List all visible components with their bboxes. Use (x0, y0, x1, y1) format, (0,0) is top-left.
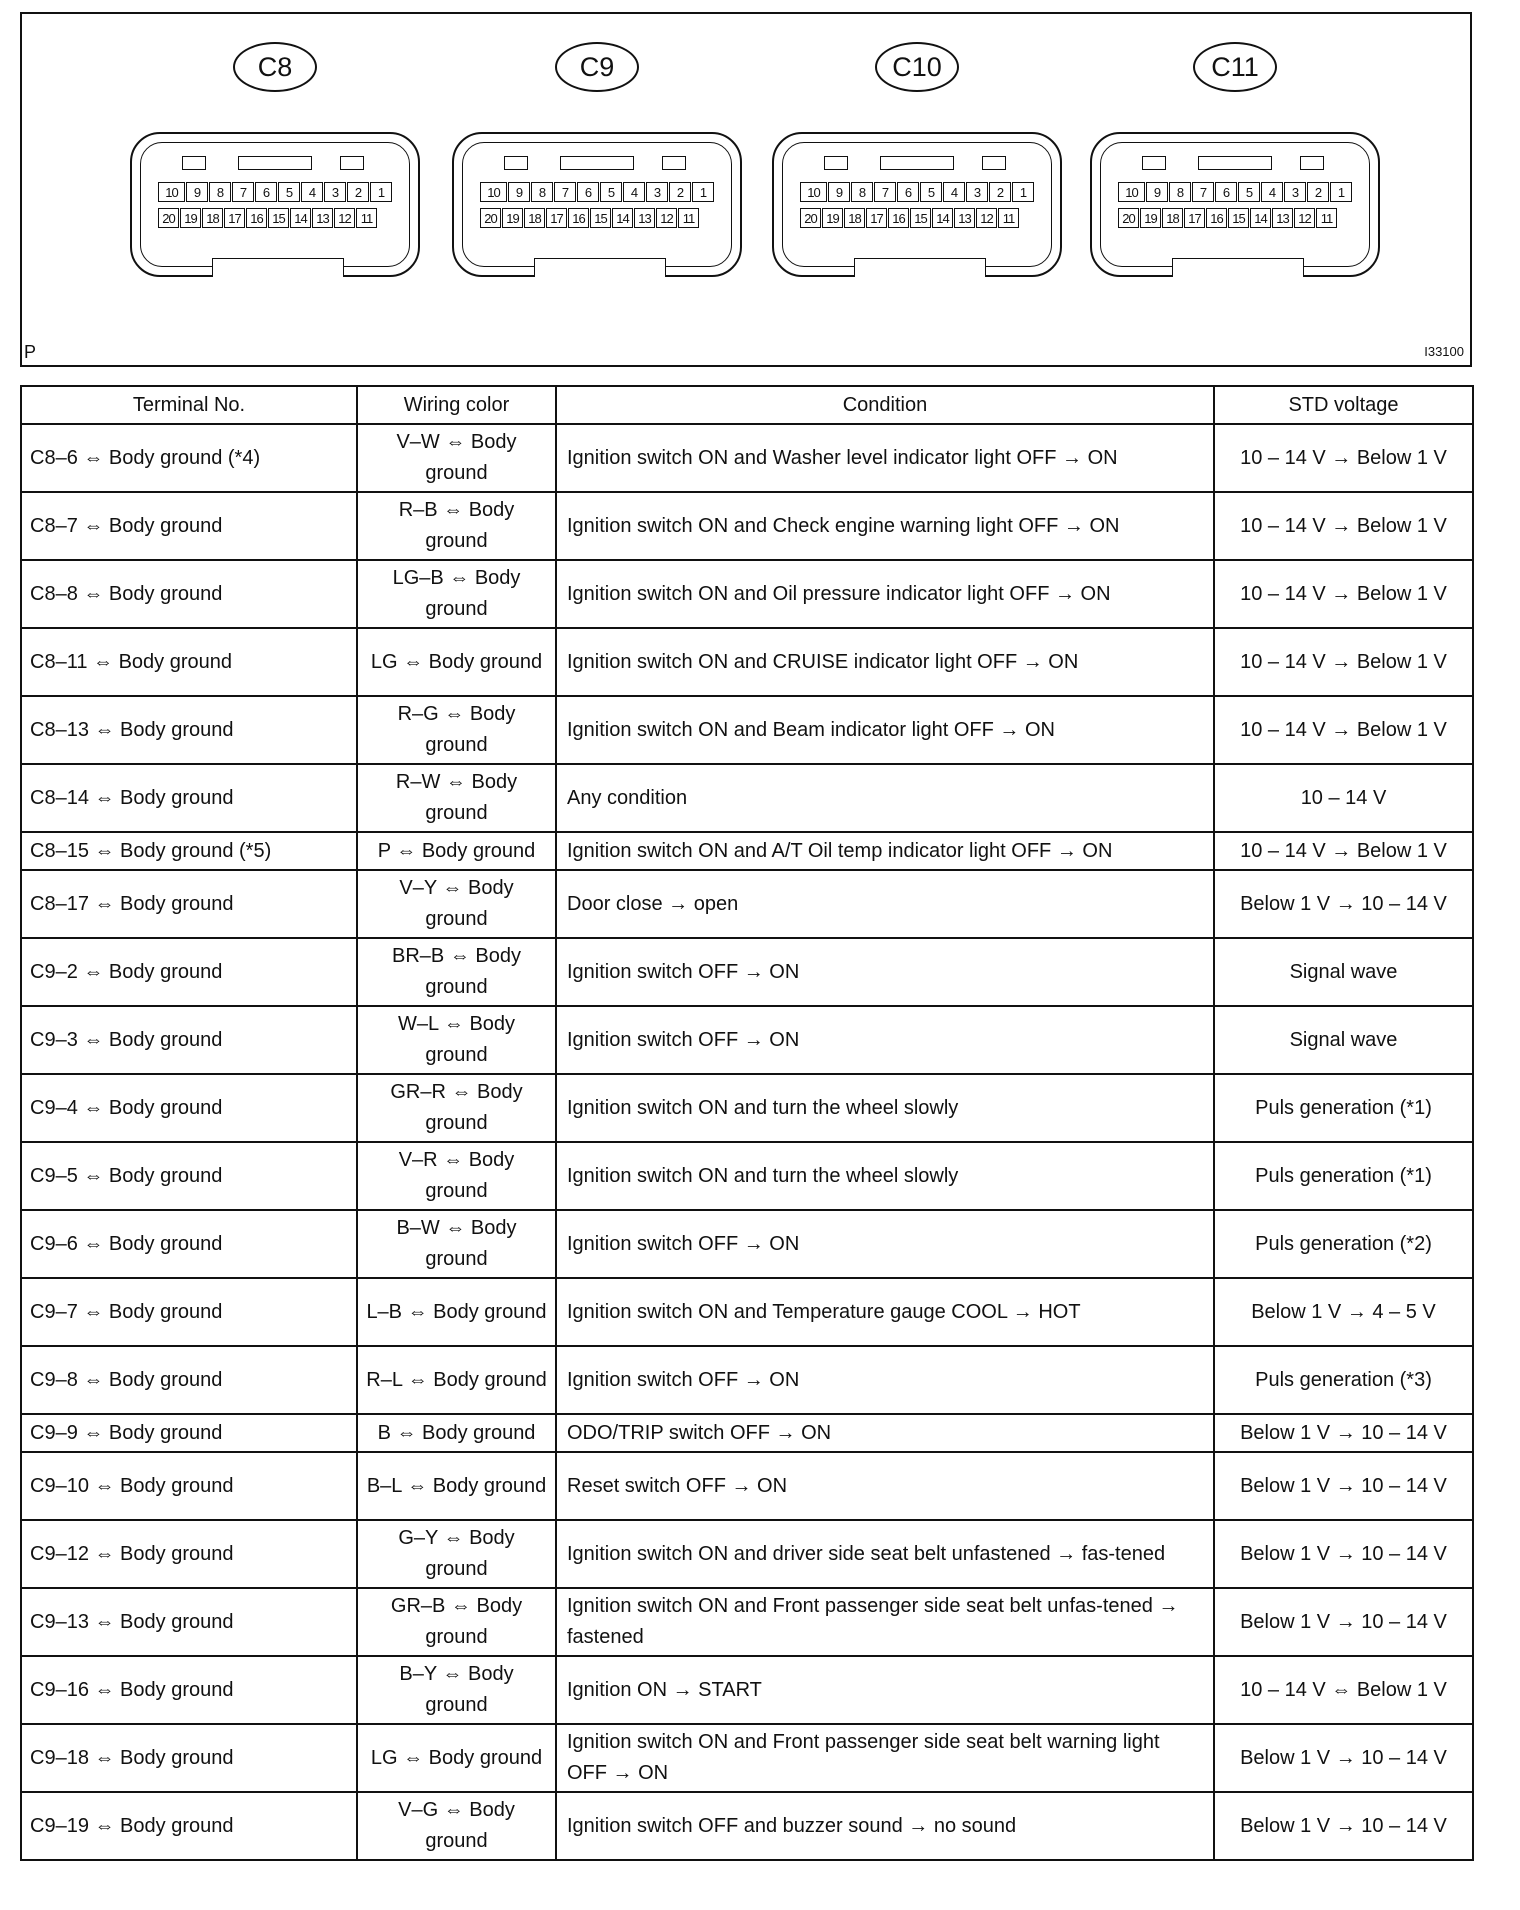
voltage-cell: 10 – 14 V → Below 1 V (1214, 628, 1473, 696)
table-row (21, 1724, 1473, 1792)
pin: 20 (800, 208, 821, 228)
condition-cell: Ignition switch OFF → ON (556, 1210, 1214, 1278)
pin: 10 (158, 182, 185, 202)
table-row (21, 870, 1473, 938)
terminal-cell: C9–5 ⇔ Body ground (21, 1142, 357, 1210)
pin: 16 (888, 208, 909, 228)
condition-cell: Ignition switch ON and Washer level indicator light OFF → ON (556, 424, 1214, 492)
pin: 14 (290, 208, 311, 228)
wiring-cell: R–W ⇔ Body ground (357, 764, 556, 832)
pin: 17 (1184, 208, 1205, 228)
pin: 20 (158, 208, 179, 228)
pin: 3 (966, 182, 988, 202)
table-row (21, 1520, 1473, 1588)
condition-cell: Ignition switch OFF → ON (556, 938, 1214, 1006)
voltage-cell: Signal wave (1214, 938, 1473, 1006)
voltage-cell: Puls generation (*1) (1214, 1142, 1473, 1210)
condition-cell: Ignition ON → START (556, 1656, 1214, 1724)
pin: 15 (590, 208, 611, 228)
connector-c10 (772, 42, 1062, 282)
wiring-cell: R–G ⇔ Body ground (357, 696, 556, 764)
connector-label: C10 (875, 42, 959, 92)
pin: 19 (502, 208, 523, 228)
pin: 17 (546, 208, 567, 228)
voltage-cell: 10 – 14 V (1214, 764, 1473, 832)
pin: 16 (246, 208, 267, 228)
table-row (21, 1346, 1473, 1414)
condition-cell: Ignition switch ON and Front passenger side seat belt unfas-tened → fastened (556, 1588, 1214, 1656)
condition-cell: Ignition switch ON and CRUISE indicator light OFF → ON (556, 628, 1214, 696)
voltage-cell: Below 1 V → 4 – 5 V (1214, 1278, 1473, 1346)
pin: 18 (524, 208, 545, 228)
pin: 2 (347, 182, 369, 202)
header-wiring-color: Wiring color (357, 386, 556, 424)
corner-label: P (24, 342, 37, 362)
pin: 13 (954, 208, 975, 228)
table-row (21, 1452, 1473, 1520)
pin: 7 (232, 182, 254, 202)
condition-cell: Ignition switch ON and driver side seat belt unfastened → fas-tened (556, 1520, 1214, 1588)
pin: 19 (822, 208, 843, 228)
connector-housing (772, 132, 1062, 277)
pin: 3 (1284, 182, 1306, 202)
voltage-cell: Below 1 V → 10 – 14 V (1214, 1414, 1473, 1452)
voltage-cell: Puls generation (*3) (1214, 1346, 1473, 1414)
table-row (21, 832, 1473, 870)
pin: 17 (224, 208, 245, 228)
terminal-voltage-table (20, 385, 1474, 1861)
pin: 5 (920, 182, 942, 202)
pin-row-top (800, 182, 1035, 202)
wiring-cell: L–B ⇔ Body ground (357, 1278, 556, 1346)
pin: 4 (301, 182, 323, 202)
terminal-cell: C8–17 ⇔ Body ground (21, 870, 357, 938)
voltage-cell: 10 – 14 V → Below 1 V (1214, 492, 1473, 560)
terminal-cell: C9–12 ⇔ Body ground (21, 1520, 357, 1588)
table-row (21, 938, 1473, 1006)
pin: 5 (1238, 182, 1260, 202)
table-row (21, 1278, 1473, 1346)
pin: 8 (1169, 182, 1191, 202)
wiring-cell: GR–B ⇔ Body ground (357, 1588, 556, 1656)
condition-cell: Ignition switch ON and Beam indicator light OFF → ON (556, 696, 1214, 764)
condition-cell: Ignition switch ON and Temperature gauge COOL → HOT (556, 1278, 1214, 1346)
condition-cell: Ignition switch ON and Check engine warning light OFF → ON (556, 492, 1214, 560)
connector-c9 (452, 42, 742, 282)
table-row (21, 628, 1473, 696)
pin: 13 (634, 208, 655, 228)
pin: 8 (209, 182, 231, 202)
connector-housing (452, 132, 742, 277)
wiring-cell: GR–R ⇔ Body ground (357, 1074, 556, 1142)
terminal-cell: C8–11 ⇔ Body ground (21, 628, 357, 696)
terminal-cell: C8–15 ⇔ Body ground (*5) (21, 832, 357, 870)
pin: 4 (1261, 182, 1283, 202)
pin: 10 (800, 182, 827, 202)
pin: 3 (646, 182, 668, 202)
pin: 15 (1228, 208, 1249, 228)
table-row (21, 1006, 1473, 1074)
pin: 14 (612, 208, 633, 228)
voltage-cell: Puls generation (*2) (1214, 1210, 1473, 1278)
pin: 6 (897, 182, 919, 202)
header-std-voltage: STD voltage (1214, 386, 1473, 424)
pin: 10 (480, 182, 507, 202)
pin: 16 (1206, 208, 1227, 228)
wiring-cell: R–L ⇔ Body ground (357, 1346, 556, 1414)
connector-housing (130, 132, 420, 277)
pin-row-top (158, 182, 393, 202)
pin: 19 (180, 208, 201, 228)
wiring-cell: LG ⇔ Body ground (357, 1724, 556, 1792)
voltage-cell: 10 – 14 V → Below 1 V (1214, 424, 1473, 492)
wiring-cell: V–R ⇔ Body ground (357, 1142, 556, 1210)
condition-cell: Ignition switch ON and turn the wheel slowly (556, 1142, 1214, 1210)
pin: 14 (1250, 208, 1271, 228)
pin: 9 (828, 182, 850, 202)
condition-cell: Ignition switch OFF → ON (556, 1346, 1214, 1414)
pin: 7 (554, 182, 576, 202)
voltage-cell: Below 1 V → 10 – 14 V (1214, 1792, 1473, 1860)
pin: 8 (851, 182, 873, 202)
wiring-cell: V–G ⇔ Body ground (357, 1792, 556, 1860)
pin: 1 (1330, 182, 1352, 202)
voltage-cell: 10 – 14 V ⇔ Below 1 V (1214, 1656, 1473, 1724)
condition-cell: Door close → open (556, 870, 1214, 938)
wiring-cell: P ⇔ Body ground (357, 832, 556, 870)
table-row (21, 1588, 1473, 1656)
pin: 9 (186, 182, 208, 202)
wiring-cell: V–Y ⇔ Body ground (357, 870, 556, 938)
table-row (21, 492, 1473, 560)
pin-row-top (480, 182, 715, 202)
connector-c8 (130, 42, 420, 282)
pin: 15 (268, 208, 289, 228)
pin: 7 (874, 182, 896, 202)
pin: 6 (577, 182, 599, 202)
terminal-cell: C9–6 ⇔ Body ground (21, 1210, 357, 1278)
condition-cell: Ignition switch OFF → ON (556, 1006, 1214, 1074)
wiring-cell: V–W ⇔ Body ground (357, 424, 556, 492)
table-row (21, 424, 1473, 492)
voltage-cell: 10 – 14 V → Below 1 V (1214, 696, 1473, 764)
pin: 3 (324, 182, 346, 202)
pin: 2 (669, 182, 691, 202)
terminal-cell: C9–2 ⇔ Body ground (21, 938, 357, 1006)
terminal-cell: C9–13 ⇔ Body ground (21, 1588, 357, 1656)
wiring-cell: B ⇔ Body ground (357, 1414, 556, 1452)
voltage-cell: Below 1 V → 10 – 14 V (1214, 1588, 1473, 1656)
voltage-cell: 10 – 14 V → Below 1 V (1214, 832, 1473, 870)
terminal-cell: C8–13 ⇔ Body ground (21, 696, 357, 764)
table-row (21, 1210, 1473, 1278)
voltage-cell: Signal wave (1214, 1006, 1473, 1074)
wiring-cell: B–L ⇔ Body ground (357, 1452, 556, 1520)
terminal-cell: C8–8 ⇔ Body ground (21, 560, 357, 628)
pin: 6 (1215, 182, 1237, 202)
table-row (21, 1656, 1473, 1724)
pin: 12 (976, 208, 997, 228)
terminal-cell: C9–8 ⇔ Body ground (21, 1346, 357, 1414)
pin: 9 (508, 182, 530, 202)
figure-id: I33100 (1424, 344, 1464, 359)
table-row (21, 696, 1473, 764)
pin-row-bottom (158, 208, 378, 228)
connector-c11 (1090, 42, 1380, 282)
pin: 12 (334, 208, 355, 228)
table-row (21, 1074, 1473, 1142)
pin: 11 (998, 208, 1019, 228)
pin: 18 (202, 208, 223, 228)
wiring-cell: BR–B ⇔ Body ground (357, 938, 556, 1006)
voltage-cell: Puls generation (*1) (1214, 1074, 1473, 1142)
pin: 1 (370, 182, 392, 202)
terminal-cell: C9–3 ⇔ Body ground (21, 1006, 357, 1074)
wiring-cell: LG ⇔ Body ground (357, 628, 556, 696)
terminal-cell: C8–7 ⇔ Body ground (21, 492, 357, 560)
terminal-cell: C8–6 ⇔ Body ground (*4) (21, 424, 357, 492)
terminal-cell: C9–10 ⇔ Body ground (21, 1452, 357, 1520)
wiring-cell: LG–B ⇔ Body ground (357, 560, 556, 628)
condition-cell: Ignition switch OFF and buzzer sound → no sound (556, 1792, 1214, 1860)
header-condition: Condition (556, 386, 1214, 424)
table-body (21, 424, 1473, 1860)
pin: 8 (531, 182, 553, 202)
pin-row-top (1118, 182, 1353, 202)
voltage-cell: 10 – 14 V → Below 1 V (1214, 560, 1473, 628)
wiring-cell: R–B ⇔ Body ground (357, 492, 556, 560)
pin: 17 (866, 208, 887, 228)
pin: 11 (1316, 208, 1337, 228)
terminal-cell: C9–19 ⇔ Body ground (21, 1792, 357, 1860)
connector-housing (1090, 132, 1380, 277)
pin-row-bottom (480, 208, 700, 228)
voltage-cell: Below 1 V → 10 – 14 V (1214, 1520, 1473, 1588)
table-header-row (21, 386, 1473, 424)
condition-cell: Ignition switch ON and Oil pressure indicator light OFF → ON (556, 560, 1214, 628)
wiring-cell: W–L ⇔ Body ground (357, 1006, 556, 1074)
table-row (21, 1142, 1473, 1210)
condition-cell: Ignition switch ON and A/T Oil temp indicator light OFF → ON (556, 832, 1214, 870)
pin-row-bottom (1118, 208, 1338, 228)
wiring-cell: B–Y ⇔ Body ground (357, 1656, 556, 1724)
pin: 16 (568, 208, 589, 228)
connector-label: C9 (555, 42, 639, 92)
connector-label: C8 (233, 42, 317, 92)
condition-cell: ODO/TRIP switch OFF → ON (556, 1414, 1214, 1452)
pin: 4 (623, 182, 645, 202)
pin: 1 (1012, 182, 1034, 202)
terminal-cell: C9–4 ⇔ Body ground (21, 1074, 357, 1142)
header-terminal-no: Terminal No. (21, 386, 357, 424)
pin: 20 (480, 208, 501, 228)
pin: 18 (844, 208, 865, 228)
pin: 2 (1307, 182, 1329, 202)
voltage-cell: Below 1 V → 10 – 14 V (1214, 870, 1473, 938)
wiring-cell: B–W ⇔ Body ground (357, 1210, 556, 1278)
pin: 19 (1140, 208, 1161, 228)
terminal-cell: C8–14 ⇔ Body ground (21, 764, 357, 832)
pin: 7 (1192, 182, 1214, 202)
pin: 11 (356, 208, 377, 228)
voltage-cell: Below 1 V → 10 – 14 V (1214, 1724, 1473, 1792)
pin: 6 (255, 182, 277, 202)
pin: 9 (1146, 182, 1168, 202)
wiring-cell: G–Y ⇔ Body ground (357, 1520, 556, 1588)
pin-row-bottom (800, 208, 1020, 228)
pin: 18 (1162, 208, 1183, 228)
pin: 13 (1272, 208, 1293, 228)
pin: 1 (692, 182, 714, 202)
table-row (21, 560, 1473, 628)
pin: 14 (932, 208, 953, 228)
pin: 12 (656, 208, 677, 228)
table-row (21, 764, 1473, 832)
pin: 5 (600, 182, 622, 202)
condition-cell: Reset switch OFF → ON (556, 1452, 1214, 1520)
terminal-cell: C9–18 ⇔ Body ground (21, 1724, 357, 1792)
connector-label: C11 (1193, 42, 1277, 92)
table-row (21, 1414, 1473, 1452)
terminal-cell: C9–7 ⇔ Body ground (21, 1278, 357, 1346)
pin: 20 (1118, 208, 1139, 228)
pin: 2 (989, 182, 1011, 202)
pin: 13 (312, 208, 333, 228)
table-row (21, 1792, 1473, 1860)
pin: 15 (910, 208, 931, 228)
terminal-cell: C9–9 ⇔ Body ground (21, 1414, 357, 1452)
condition-cell: Ignition switch ON and Front passenger side seat belt warning light OFF → ON (556, 1724, 1214, 1792)
pin: 10 (1118, 182, 1145, 202)
terminal-cell: C9–16 ⇔ Body ground (21, 1656, 357, 1724)
voltage-cell: Below 1 V → 10 – 14 V (1214, 1452, 1473, 1520)
pin: 4 (943, 182, 965, 202)
connector-diagram (20, 12, 1472, 367)
pin: 12 (1294, 208, 1315, 228)
pin: 5 (278, 182, 300, 202)
condition-cell: Ignition switch ON and turn the wheel slowly (556, 1074, 1214, 1142)
condition-cell: Any condition (556, 764, 1214, 832)
pin: 11 (678, 208, 699, 228)
